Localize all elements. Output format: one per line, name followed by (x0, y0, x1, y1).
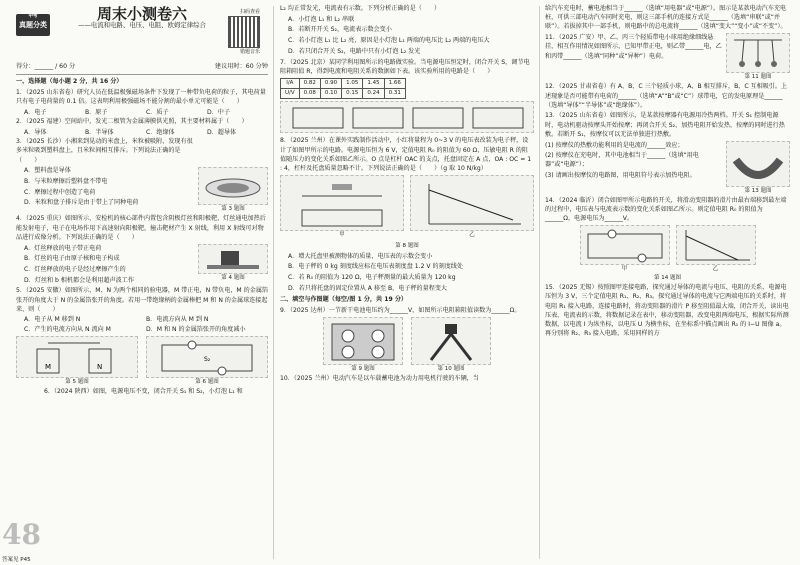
question-8: 8．（2025 兰州）在课外实践制作活动中，小红将量程为 0~3 V 的电压表改装为电子秤，设计了如图甲所示的电路。电源电压恒为 6 V，定值电阻 R₀ 的阻值为 60 Ω，压敏电阻 R 的阻值随压力的变化关系如图乙所示。O 点是杠杆 OAC 的支点，托盘固定在 A 点，OA : OC = 1 : 4，杠杆及托盘质量忽略不计。下列说法正确的是（ ）（g 取 10 N/kg） (280, 137, 532, 172)
figures-9-10 (280, 317, 534, 374)
question-15: 15．（2025 无锡）按照图甲连接电路，探究通过导体的电流与电压、电阻的关系，电源电压恒为 3 V，三个定值电阻 R₁、R₂、R₃。探究通过导体的电流与它两端电压的关系时，将电阻 R₁ 接入电路，连接电路时，将动变阻器的滑片 P 移至阻值最大端，闭合开关，读出电压表、电流表的示数，将数据记录在表中，移动变阻器，改变电阻两端电压，根据实际所测数据，以电流 I 为纵坐标，以电压 U 为横坐标，在坐标系中描点画出 R₁ 的 I−U 图像 a。再分别将 R₂、R₃ 接入电路，采用同样的方 (545, 284, 789, 338)
options-1: A．电子 B．原子 C．质子 D．中子 (24, 109, 230, 117)
figure-8-lever-circuit (280, 175, 404, 231)
question-10: 10．（2025 兰州）电动汽车是以车载蓄电池为动力用电机行驶的车辆，当 (280, 374, 479, 382)
question-2: 2．（2025 福建）空间站中，发光二极管为金属薄膜供光照，其主要材料属于（ ） (16, 118, 248, 126)
figure-caption: 第 6 题图 (195, 378, 219, 385)
question-7: 7．（2025 北京）某同学利用图所示的电路做实验。当电源电压恒定时，闭合开关 S，调节电阻箱阻值 R，得到电流和电阻关系的数据如下表。该实验所用的电路是（ ） (280, 58, 530, 75)
figure-10-charger (411, 317, 491, 365)
option: C．若小灯泡 L₁ 比 L₂ 亮，原因是小灯泡 L₁ 两端的电压比 L₂ 两端的电压大 (288, 37, 490, 45)
question-13-sub2: (2) 按摩仪在充电时，其中电池相当于______（选填“用电器”或“电源”）； (545, 152, 699, 169)
xray-machine-icon (203, 247, 263, 273)
figure-11-charged-balls (726, 33, 790, 73)
table-row: U/V 0.08 0.10 0.15 0.24 0.31 (281, 89, 406, 99)
figure-5-electroscopes (16, 336, 138, 378)
resistance-box-icon (328, 320, 398, 364)
figure-caption: 第 10 题图 (437, 365, 465, 372)
charger-icon (421, 320, 481, 364)
question-6: 6．（2024 陕西）如图，电源电压不变，闭合开关 S₁ 和 S₂，小灯泡 L₁ 和 (44, 388, 243, 396)
question-12: 12．（2025 甘肃省卷）有 A、B、C 三个轻质小球，A、B 相互排斥，B、C 互相吸引。上述现象是否可能带有电荷的______（选填“A”“B”或“C”）球带电，它的发电原理是______（选填“导体”“半导体”或“绝缘体”）。 (545, 83, 788, 109)
electroscope-icon (27, 339, 127, 377)
figure-label: 乙 (712, 265, 719, 272)
figure-caption: 第 13 题图 (744, 187, 772, 194)
plate-icon (203, 174, 263, 204)
figure-6-circuit (146, 336, 268, 378)
figure-caption: 第 4 题图 (221, 274, 245, 281)
option: B．灯丝的电子由原子核和电子构成 (24, 255, 120, 263)
answer-reference: 答案见 P45 (2, 557, 31, 563)
svg-text:M: M (45, 362, 52, 371)
page-number: 48 (2, 518, 41, 551)
table-row: I/A 0.82 0.90 1.05 1.45 1.66 (281, 78, 406, 88)
option: B．与米粒摩擦后塑料盘不带电 (24, 178, 108, 186)
page-subtitle: ——电流和电路、电压、电阻、欧姆定律综合 (78, 21, 206, 30)
figure-14 (545, 225, 790, 274)
option: C．摩擦过程中创造了电荷 (24, 188, 96, 196)
option: D．米粒和盘子排斥是由于带上了同种电荷 (24, 199, 139, 207)
figure-3-rice-plate (198, 167, 268, 205)
figure-caption: 第 14 题图 (654, 275, 681, 282)
question-13: 13．（2025 山东省卷）如图所示，是某款按摩器有电源用冷热两档。开关 S₁ 控制电源时，电动机驱动按摩头开始按摩；再闭合开关 S₂，加热电阻开始发热，按摩的同时进行热敷。若断开 S₁，按摩仪可以无法单独进行热敷。 (545, 112, 785, 138)
figure-label: 甲 (621, 265, 628, 272)
time-label: 建议用时：60 分钟 (214, 62, 268, 70)
options-5a: A．电子从 M 移到 N B．电流方向从 M 到 N (24, 316, 209, 324)
figure-13-massager (726, 141, 790, 187)
question-11-block (545, 33, 790, 82)
svg-text:S₂: S₂ (204, 355, 211, 363)
option: B．若断开开关 S₂，电流表示数会变小 (288, 26, 392, 34)
figure-4-xray-machine (198, 244, 268, 274)
option: C．灯丝释放的电子是经过摩擦产生的 (24, 265, 126, 273)
options-2: A．导体 B．半导体 C．绝缘体 D．超导体 (24, 129, 237, 137)
section-title: 二、填空与作图题（每空/图 1 分，共 19 分） (280, 295, 408, 303)
option: D．若只闭合开关 S₂，电路中只有小灯泡 L₂ 发光 (288, 47, 421, 55)
qr-bottom-label: 错题音乐 (239, 49, 260, 55)
score-field: 得分：______ / 60 分 (16, 62, 76, 70)
circuit-icon (582, 228, 668, 264)
lever-circuit-icon (282, 180, 402, 230)
question-3: 3．（2025 长沙）小湘来到晃动的米盘上，米粒被吸附，发现有很多米粒吸到塑料盘上，且米粒间相互排斥。下列说法正确的是（ ） (16, 138, 193, 164)
question-13-sub3: (3) 请画出按摩仪的电路图，用电阻符号表示加热电阻。 (545, 172, 696, 180)
column-divider (539, 6, 540, 559)
figure-8-graph (410, 175, 534, 231)
resistance-graph-icon (417, 180, 527, 230)
question-1: 1．（2025 山东省卷）研究人员在低温极强磁场条件下发现了一种带负电荷的粒子，其电荷量只有电子电荷量的 0.1 倍。这表明利用极强磁场不能分割的最小单元可能是（ ） (16, 89, 266, 106)
option: C．若 R₀ 的阻值为 120 Ω，电子秤测量的最大质量为 120 kg (288, 273, 456, 281)
option: A．增大托盘里被测物体的质量，电压表的示数会变小 (288, 252, 433, 260)
massager-icon (728, 146, 788, 186)
voltage-current-graph-icon (678, 228, 754, 264)
figure-caption: 第 11 题图 (744, 74, 772, 81)
page-title: 周末小测卷六 (96, 5, 187, 23)
question-4: 4．（2025 重庆）如图所示，安检机的核心部件内置包含阴极灯丝和阳极靶，灯丝通电加热后能发射电子，电子在电场作用下高速射向阳极靶，撞击靶材产生 X 射线，利用 X 射线可对物品进行成像分析。下列说法正确的是（ ） (16, 215, 266, 241)
figures-5-6 (16, 336, 268, 387)
brand-logo: 中考 真题分类 (16, 14, 50, 36)
question-11: 11．（2025 广安）甲、乙、丙三个轻质带电小球用绝缘细线悬挂，相互作用情况如图所示，已知甲带正电，则乙带______电，乙和丙带______（选填“同种”或“异种”）电荷。 (545, 34, 722, 60)
figure-9-resistance-box (323, 317, 403, 365)
qr-code-icon[interactable] (228, 16, 260, 48)
question-10-cont: 给汽车充电时，蓄电池相当于______（选填“用电器”或“电源”）。图示是某款电动汽车充电桩，可供三部电动汽车同时充电，则这三部手机的连接方式是______（选填“串联”或“并联”）。若拔掉其中一部手机，则电路中的总电流将______（选填“变大”“变小”或“不变”）。 (545, 5, 787, 31)
figure-14-graph (676, 225, 756, 265)
figure-label: 乙 (469, 232, 475, 239)
column-middle (280, 4, 534, 385)
svg-text:N: N (97, 362, 103, 371)
option: D．若只将托盘的固定位置从 A 移至 B，电子秤的量程变大 (288, 284, 448, 292)
charged-balls-icon (728, 36, 788, 72)
circuit-options-icon (287, 104, 527, 132)
figure-caption: 第 5 题图 (65, 378, 89, 385)
figure-14-circuit (580, 225, 670, 265)
question-9: 9．（2025 达州）一节新干电池电压约为______V，如图所示电阻箱阻值读数为______Ω。 (280, 307, 521, 315)
option: B．电子秤的 0 kg 刻度线应标在电压表刻度盘 1.2 V 的刻度线处 (288, 263, 463, 271)
question-13-sub1: (1) 按摩仪的热敷功能利用的是电流的______效应； (545, 141, 684, 149)
option: D．灯丝和 b 相机都会是利用超声波工作 (24, 276, 134, 284)
qr-top-label: 扫码查看 (239, 9, 260, 15)
column-left (16, 4, 268, 398)
option: A．小灯泡 L₁ 和 L₂ 串联 (288, 15, 355, 23)
column-right (545, 4, 790, 340)
figure-7-circuit-options (280, 101, 534, 133)
question-14: 14．（2024 临沂）闭合如图甲所示电路的开关，将滑动变阻器的滑片由最右端移到最左端的过程中，电压表与电流表示数的变化关系如图乙所示。则定值电阻 R₀ 的阻值为______Ω，电源电压为______V。 (545, 196, 787, 223)
question-6-cont: L₂ 均正常发光，电流表有示数。下列分析正确的是（ ） (280, 5, 441, 12)
option: A．灯丝释放的电子带正电荷 (24, 244, 102, 252)
options-5b: C．产生的电流方向从 N 流向 M D．M 和 N 的金属箔张开的角度减小 (24, 325, 246, 333)
figure-caption: 第 9 题图 (351, 365, 375, 372)
score-row (16, 62, 268, 71)
figure-caption: 第 8 题图 (395, 243, 419, 250)
question-13-block (545, 141, 790, 196)
column-divider (273, 6, 274, 559)
data-table (280, 78, 406, 99)
question-3-block (16, 137, 268, 214)
header (16, 5, 268, 75)
figure-label: 甲 (339, 232, 345, 239)
option: A．塑料盘是导体 (24, 167, 71, 175)
question-4-block (16, 244, 268, 287)
question-5: 5．（2025 安徽）如图所示，M、N 为两个相同的验电器，M 带正电，N 带负电，M 的金属箔张开的角度大于 N 的金属箔张开的角度。若用一带绝缘柄的金属棒把 M 和 N 的金属球连接起来，则（ ） (16, 287, 269, 313)
figure-caption: 第 3 题图 (221, 206, 245, 213)
circuit-icon (152, 339, 262, 377)
section-title: 一、选择题（每小题 2 分，共 16 分） (16, 78, 123, 85)
figure-8 (280, 175, 534, 240)
